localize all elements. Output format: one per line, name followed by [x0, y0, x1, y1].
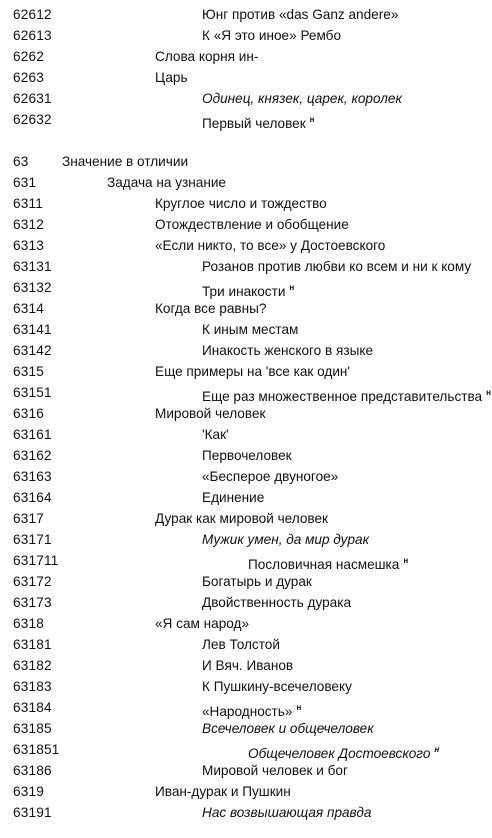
footnote-mark: н — [309, 115, 315, 124]
section-number: 6315 — [13, 364, 45, 379]
toc-entry — [0, 718, 492, 739]
section-title-text: «Бесперое двуногое» — [202, 469, 339, 484]
section-title — [155, 403, 265, 424]
toc-entry — [0, 424, 492, 445]
toc-entry — [0, 634, 492, 655]
section-title-text: Слова корня ин- — [155, 49, 259, 64]
section-number: 63131 — [13, 259, 52, 274]
toc-entry — [0, 88, 492, 109]
section-number: 6262 — [13, 49, 45, 64]
toc-entry — [0, 277, 492, 298]
section-title-text: Розанов против любви ко всем и ни к кому — [202, 259, 472, 274]
section-title-text: Царь — [155, 70, 188, 85]
section-title — [202, 445, 292, 466]
section-number: 63183 — [13, 679, 52, 694]
toc-entry — [0, 697, 492, 718]
toc-entry — [0, 445, 492, 466]
toc-entry — [0, 256, 492, 277]
section-title — [155, 298, 266, 319]
section-title — [202, 88, 402, 109]
section-title — [202, 487, 264, 508]
section-number: 63141 — [13, 322, 52, 337]
section-number: 63171 — [13, 532, 52, 547]
section-number: 6313 — [13, 238, 45, 253]
section-title-text: «Я сам народ» — [155, 616, 250, 631]
toc-entry — [0, 298, 492, 319]
section-title-text: Значение в отличии — [62, 154, 189, 169]
toc-entry — [0, 109, 492, 130]
section-title — [202, 802, 371, 823]
section-title-text: Три инакости — [202, 284, 286, 299]
section-title-text: Нас возвышающая правда — [202, 805, 372, 820]
section-title — [155, 781, 291, 802]
section-title — [155, 508, 328, 529]
footnote-mark: н — [289, 283, 295, 292]
toc-entry — [0, 382, 492, 403]
section-title — [202, 718, 374, 739]
toc-entry — [0, 781, 492, 802]
section-title-text: И Вяч. Иванов — [202, 658, 294, 673]
toc-entry — [0, 508, 492, 529]
section-title-text: Инакость женского в языке — [202, 343, 374, 358]
section-title-text: К иным местам — [202, 322, 299, 337]
section-title-text: Богатырь и дурак — [202, 574, 312, 589]
section-number: 63173 — [13, 595, 52, 610]
toc-entry — [0, 802, 492, 823]
section-number: 6314 — [13, 301, 45, 316]
section-title — [202, 655, 293, 676]
section-number: 63163 — [13, 469, 52, 484]
toc-entry — [0, 760, 492, 781]
section-number: 63142 — [13, 343, 52, 358]
section-number: 63182 — [13, 658, 52, 673]
section-title-text: «Если никто, то все» у Достоевского — [155, 238, 386, 253]
toc-entry — [0, 25, 492, 46]
section-title — [155, 214, 349, 235]
section-number: 63 — [13, 154, 29, 169]
section-title-text: Иван-дурак и Пушкин — [155, 784, 291, 799]
toc-entry — [0, 193, 492, 214]
section-title-text: Дурак как мировой человек — [155, 511, 328, 526]
footnote-mark: н — [486, 388, 491, 397]
section-title-text: 'Как' — [202, 427, 229, 442]
footnote-mark: н — [434, 745, 440, 754]
section-title — [62, 151, 188, 172]
section-title — [202, 424, 229, 445]
section-number: 63172 — [13, 574, 52, 589]
section-title — [202, 634, 280, 655]
toc-entry — [0, 235, 492, 256]
toc-entry — [0, 739, 492, 760]
section-title-text: Мужик умен, да мир дурак — [202, 532, 370, 547]
toc-entry — [0, 172, 492, 193]
section-number: 6312 — [13, 217, 45, 232]
section-number: 62613 — [13, 28, 52, 43]
section-title — [202, 466, 338, 487]
section-number: 631851 — [13, 742, 60, 757]
toc-entry — [0, 67, 492, 88]
section-title — [202, 571, 312, 592]
section-number: 631711 — [13, 553, 59, 568]
section-title-text: Когда все равны? — [155, 301, 267, 316]
section-title — [202, 319, 298, 340]
toc-entry — [0, 592, 492, 613]
section-title-text: Единение — [202, 490, 265, 505]
section-title — [202, 529, 369, 550]
toc-entry — [0, 550, 492, 571]
toc-entry — [0, 403, 492, 424]
section-title — [202, 25, 341, 46]
section-title — [202, 676, 352, 697]
section-number: 6316 — [13, 406, 45, 421]
section-number: 62612 — [13, 7, 52, 22]
section-title-text: Первочеловек — [202, 448, 292, 463]
section-title-text: Круглое число и тождество — [155, 196, 327, 211]
section-number: 6263 — [13, 70, 45, 85]
section-title — [107, 172, 226, 193]
section-title — [155, 361, 350, 382]
section-number: 63184 — [13, 700, 52, 715]
section-title-text: Общечеловек Достоевского — [248, 746, 431, 761]
section-number: 63185 — [13, 721, 52, 736]
section-title — [155, 193, 327, 214]
section-number: 63162 — [13, 448, 52, 463]
toc-entry — [0, 655, 492, 676]
section-title-text: К «Я это иное» Рембо — [202, 28, 342, 43]
section-title-text: Лев Толстой — [202, 637, 280, 652]
section-title-text: «Народность» — [202, 704, 293, 719]
section-title-text: Отождествление и обобщение — [155, 217, 349, 232]
footnote-mark: н — [296, 703, 302, 712]
toc-entry — [0, 466, 492, 487]
toc-entry — [0, 529, 492, 550]
section-title — [202, 4, 398, 25]
section-number: 63186 — [13, 763, 52, 778]
toc-entry — [0, 340, 492, 361]
section-title-text: Мировой человек — [155, 406, 266, 421]
section-title-text: Двойственность дурака — [202, 595, 352, 610]
section-title — [202, 340, 373, 361]
section-title-text: Юнг против «das Ganz andere» — [202, 7, 399, 22]
section-number: 6318 — [13, 616, 45, 631]
section-title — [155, 67, 188, 88]
section-title — [202, 256, 471, 277]
section-title-text: Еще примеры на 'все как один' — [155, 364, 351, 379]
section-title — [202, 592, 351, 613]
section-title-text: Еще раз множественное представительства — [202, 389, 483, 404]
section-number: 631 — [13, 175, 37, 190]
section-number: 6317 — [13, 511, 45, 526]
section-number: 62632 — [13, 112, 52, 127]
section-title — [155, 613, 249, 634]
toc-entry — [0, 361, 492, 382]
section-number: 63151 — [13, 385, 52, 400]
section-number: 6319 — [13, 784, 45, 799]
toc-entry — [0, 151, 492, 172]
section-number: 6311 — [13, 196, 44, 211]
section-number: 63164 — [13, 490, 52, 505]
section-number: 63132 — [13, 280, 52, 295]
section-title-text: Мировой человек и бог — [202, 763, 348, 778]
toc-entry — [0, 487, 492, 508]
section-number: 62631 — [13, 91, 52, 106]
section-title — [202, 109, 315, 134]
footnote-mark: н — [403, 556, 409, 565]
section-number: 63181 — [13, 637, 52, 652]
section-number: 63191 — [13, 805, 52, 820]
section-title-text: Задача на узнание — [107, 175, 226, 190]
toc-entry — [0, 319, 492, 340]
toc-entry — [0, 676, 492, 697]
toc-entry — [0, 214, 492, 235]
section-title-text: Первый человек — [202, 116, 306, 131]
section-title-text: Пословичная насмешка — [248, 557, 400, 572]
section-title-text: Всечеловек и общечеловек — [202, 721, 374, 736]
section-title — [155, 46, 258, 67]
toc-entry — [0, 46, 492, 67]
toc-entry — [0, 613, 492, 634]
section-number: 63161 — [13, 427, 52, 442]
section-title — [155, 235, 385, 256]
section-title — [202, 760, 348, 781]
section-title-text: К Пушкину-всечеловеку — [202, 679, 352, 694]
toc-entry — [0, 4, 492, 25]
toc-entry — [0, 571, 492, 592]
section-title-text: Одинец, князек, царек, королек — [202, 91, 402, 106]
